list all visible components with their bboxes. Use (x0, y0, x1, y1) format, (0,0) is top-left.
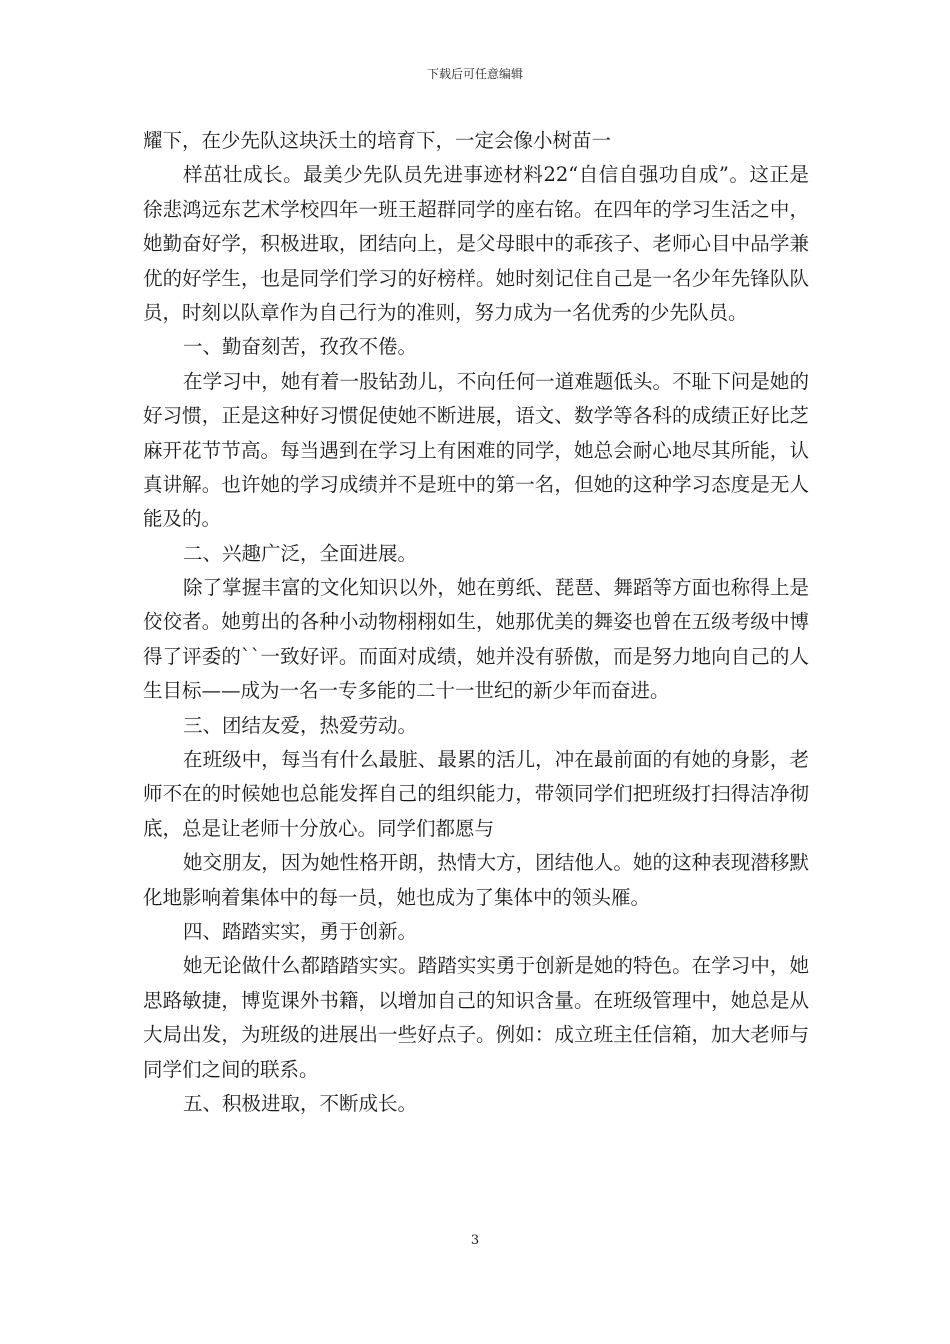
section-heading: 一、勤奋刻苦，孜孜不倦。 (183, 335, 418, 359)
text-line: 思路敏捷，博览课外书籍，以增加自己的知识含量。在班级管理中，她总是从 (143, 988, 809, 1012)
section-heading: 三、团结友爱，热爱劳动。 (183, 713, 418, 737)
text-line: 底，总是让老师十分放心。同学们都愿与 (143, 816, 495, 840)
section-heading: 四、踏踏实实，勇于创新。 (183, 919, 418, 943)
text-line: 得了评委的``一致好评。而面对成绩，她并没有骄傲，而是努力地向自己的人 (143, 644, 809, 668)
section-heading: 二、兴趣广泛，全面进展。 (183, 541, 418, 565)
text-line: 能及的。 (143, 507, 222, 531)
text-line: 在学习中，她有着一股钻劲儿，不向任何一道难题低头。不耻下问是她的 (183, 369, 809, 393)
text-line: 好习惯，正是这种好习惯促使她不断进展，语文、数学等各科的成绩正好比芝 (143, 404, 809, 428)
text-line: 麻开花节节高。每当遇到在学习上有困难的同学，她总会耐心地尽其所能，认 (143, 438, 809, 462)
text-line: 她勤奋好学，积极进取，团结向上，是父母眼中的乖孩子、老师心目中品学兼 (143, 232, 809, 256)
text-line: 除了掌握丰富的文化知识以外，她在剪纸、琵琶、舞蹈等方面也称得上是 (183, 576, 809, 600)
text-line: 样茁壮成长。最美少先队员先进事迹材料22“自信自强功自成”。这正是 (183, 163, 809, 187)
text-line: 同学们之间的联系。 (143, 1057, 319, 1081)
text-line: 生目标——成为一名一专多能的二十一世纪的新少年而奋进。 (143, 679, 670, 703)
text-line: 化地影响着集体中的每一员，她也成为了集体中的领头雁。 (143, 885, 651, 909)
text-line: 佼佼者。她剪出的各种小动物栩栩如生，她那优美的舞姿也曾在五级考级中博 (143, 610, 809, 634)
text-line: 真讲解。也许她的学习成绩并不是班中的第一名，但她的这种学习态度是无人 (143, 472, 809, 496)
section-heading: 五、积极进取，不断成长。 (183, 1091, 418, 1115)
text-line: 徐悲鸿远东艺术学校四年一班王超群同学的座右铭。在四年的学习生活之中， (143, 197, 809, 221)
text-line: 在班级中，每当有什么最脏、最累的活儿，冲在最前面的有她的身影，老 (183, 748, 809, 772)
document-body (143, 124, 809, 1121)
page-header-note: 下载后可任意编辑 (426, 67, 523, 81)
text-line: 优的好学生，也是同学们学习的好榜样。她时刻记住自己是一名少年先锋队队 (143, 266, 809, 290)
page-number: 3 (470, 1233, 480, 1248)
text-line: 她无论做什么都踏踏实实。踏踏实实勇于创新是她的特色。在学习中，她 (183, 954, 809, 978)
text-line: 她交朋友，因为她性格开朗，热情大方，团结他人。她的这种表现潜移默 (183, 851, 809, 875)
text-line: 师不在的时候她也总能发挥自己的组织能力，带领同学们把班级打扫得洁净彻 (143, 782, 809, 806)
text-line: 员，时刻以队章作为自己行为的准则，努力成为一名优秀的少先队员。 (143, 300, 748, 324)
text-line: 大局出发，为班级的进展出一些好点子。例如：成立班主任信箱，加大老师与 (143, 1023, 809, 1047)
text-line: 耀下，在少先队这块沃土的培育下，一定会像小树苗一 (143, 129, 612, 152)
